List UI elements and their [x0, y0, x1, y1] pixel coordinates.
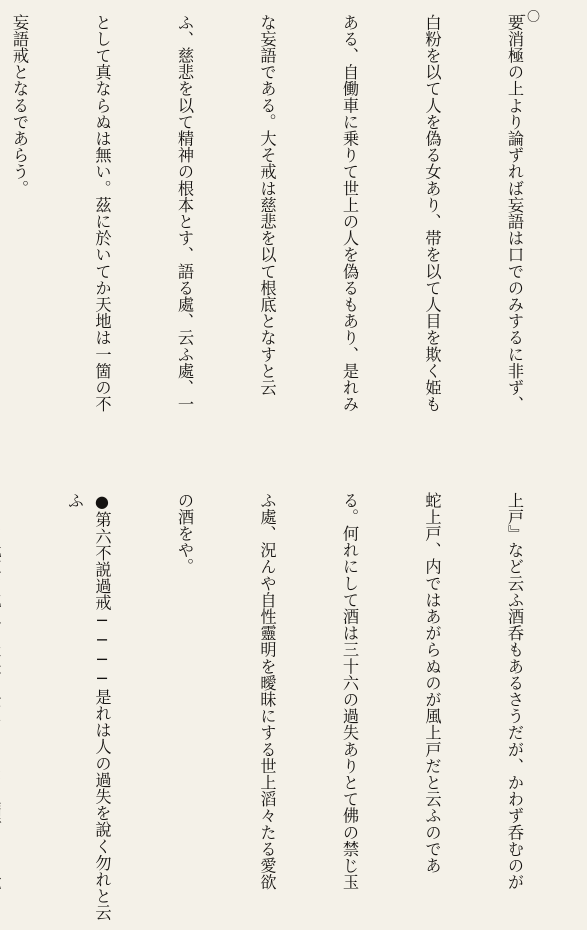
text-column: な妄語である。大そ戒は慈悲を以て根底となすと云 [257, 14, 277, 396]
lower-text-block [65, 492, 583, 924]
text-column: の酒をや。 [175, 492, 194, 575]
text-column: る。何れにして酒は三十六の過失ありとて佛の禁じ玉 [340, 492, 359, 891]
text-column: ある、自働車に乗りて世上の人を偽るもあり、是れみ [340, 14, 359, 413]
text-column: 要消極の上より論ずれば妄語は口でのみするに非ず、 [505, 14, 524, 413]
text-column: ふ處、況んや自性靈明を曖昧にする世上滔々たる愛欲 [257, 492, 277, 891]
section-heading-sixth-precept: ●第六不説過戒────是れは人の過失を說く勿れと云ふ [65, 492, 112, 921]
text-column: 上戸』など云ふ酒呑もあるさうだが、かわず呑むのが [505, 492, 524, 891]
text-column: として真ならぬは無い。茲に於いてか天地は一箇の不 [92, 14, 112, 413]
page-number: 一〇 [512, 10, 541, 25]
text-column: ふ、慈悲を以て精神の根本とす、語る處、云ふ處、一 [175, 14, 194, 413]
upper-text-block [10, 14, 583, 482]
text-column: 妄語戒となるであらう。 [10, 14, 29, 197]
text-column [0, 492, 6, 924]
text-column: 蛇上戸、内ではあがらぬのが風上戸だと云ふのであ [422, 492, 442, 874]
text-column: 白粉を以て人を偽る女あり、帯を以て人目を欺く姫も [422, 14, 442, 413]
